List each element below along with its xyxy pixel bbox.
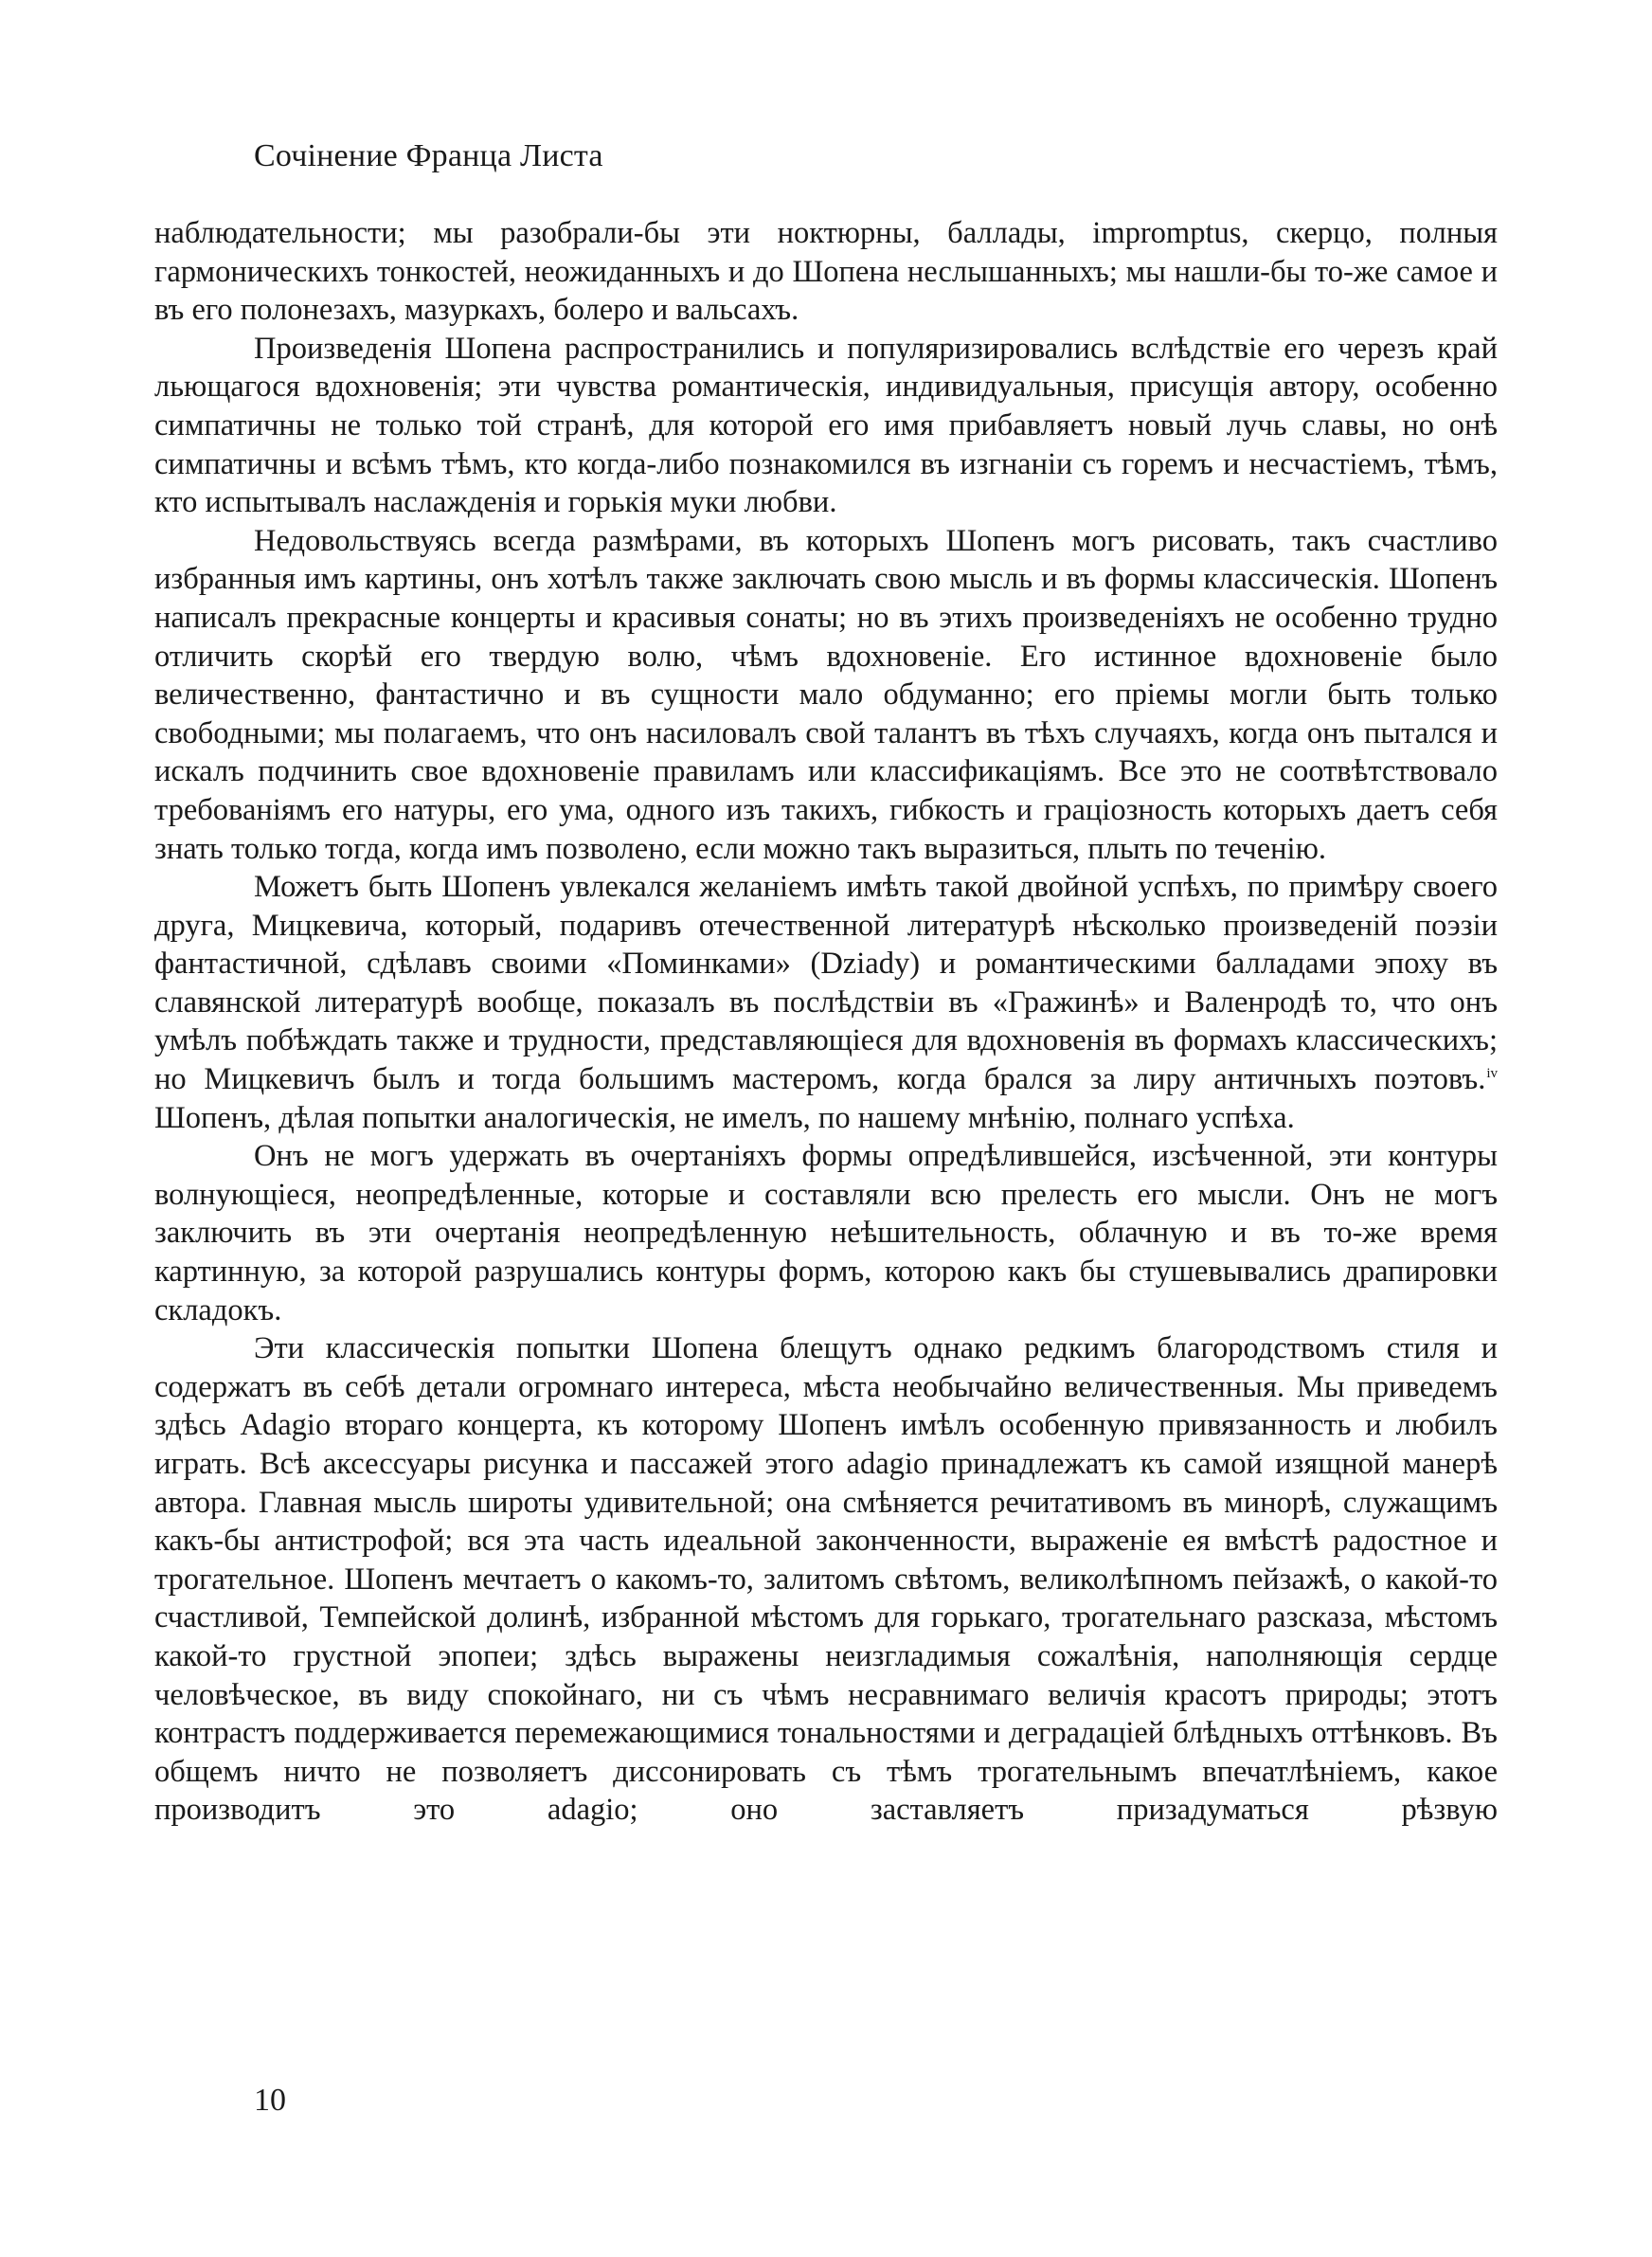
paragraph-4 [154, 868, 1498, 1137]
paragraph-3: Недовольствуясь всегда размѣрами, въ которыхъ Шопенъ могъ рисовать, такъ счастливо избранныя имъ картины, онъ хотѣлъ также заключать свою мысль и въ формы классическiя. Шопенъ написалъ прекрасные концерты и красивыя сонаты; но въ этихъ произведенiяхъ не особенно трудно отличить скорѣй его твердую волю, чѣмъ вдохновенiе. Его истинное вдохновенiе было величественно, фантастично и въ сущности мало обдуманно; его прiемы могли быть только свободными; мы полагаемъ, что онъ насиловалъ свой талантъ въ тѣхъ случаяхъ, когда онъ пытался и искалъ подчинить свое вдохновенiе правиламъ или классификацiямъ. Все это не соотвѣтствовало требованiямъ его натуры, его ума, одного изъ такихъ, гибкость и грацiозность которыхъ даетъ себя знать только тогда, когда имъ позволено, если можно такъ выразиться, плыть по теченiю. [154, 523, 1498, 866]
paragraph-4-text-before-note: Можетъ быть Шопенъ увлекался желанiемъ имѣть такой двойной успѣхъ, по примѣру своего друга, Мицкевича, который, подаривъ отечественной литературѣ нѣсколько произведенiй поэзiи фантастичной, сдѣлавъ своими «Поминками» (Dziady) и романтическими балладами эпоху въ славянской литературѣ вообще, показалъ въ послѣдствiи въ «Гражинѣ» и Валенродѣ то, что онъ умѣлъ побѣждать также и трудности, представляющiеся для вдохновенiя въ формахъ классическихъ; но Мицкевичъ былъ и тогда большимъ мастеромъ, когда брался за лиру античныхъ поэтовъ. [154, 870, 1498, 1097]
paragraph-6: Эти классическiя попытки Шопена блещутъ однако редкимъ благородствомъ стиля и содержатъ въ себѣ детали огромнаго интереса, мѣста необычайно величественныя. Мы приведемъ здѣсь Adagio втораго концерта, къ которому Шопенъ имѣлъ особенную привязанность и любилъ играть. Всѣ аксессуары рисунка и пассажей этого adagio принадлежатъ къ самой изящной манерѣ автора. Главная мысль широты удивительной; она смѣняется речитативомъ въ минорѣ, служащимъ какъ-бы антистрофой; вся эта часть идеальной законченности, выраженiе ея вмѣстѣ радостное и трогательное. Шопенъ мечтаетъ о какомъ-то, залитомъ свѣтомъ, великолѣпномъ пейзажѣ, о какой-то счастливой, Темпейской долинѣ, избранной мѣстомъ для горькаго, трогательнаго разсказа, мѣстомъ какой-то грустной эпопеи; здѣсь выражены неизгладимыя сожалѣнiя, наполняющiя сердце человѣческое, въ виду спокойнаго, ни съ чѣмъ несравнимаго величiя красотъ природы; этотъ контрастъ поддерживается перемежающимися тональностями и деградацiей блѣдныхъ оттѣнковъ. Въ общемъ ничто не позволяетъ диссонировать съ тѣмъ трогательнымъ впечатлѣнiемъ, какое производитъ это adagio; оно заставляетъ призадуматься рѣзвую [154, 1331, 1498, 1828]
paragraph-4-text-after-note: Шопенъ, дѣлая попытки аналогическiя, не имелъ, по нашему мнѣнiю, полнаго успѣха. [154, 1100, 1295, 1135]
running-header-title: Сочiнение Франца Листа [254, 138, 603, 173]
body-text [154, 214, 1498, 1830]
page-number: 10 [254, 2083, 286, 2118]
endnote-marker[interactable]: iv [1486, 1066, 1498, 1082]
paragraph-5: Онъ не могъ удержать въ очертанiяхъ формы опредѣлившейся, изсѣченной, эти контуры волнующiеся, неопредѣленные, которые и составляли всю прелесть его мысли. Онъ не могъ заключить въ эти очертанiя неопредѣленную неѣшительность, облачную и въ то-же время картинную, за которой разрушались контуры формъ, которою какъ бы стушевывались драпировки складокъ. [154, 1139, 1498, 1327]
paragraph-1: наблюдательности; мы разобрали-бы эти ноктюрны, баллады, impromptus, скерцо, полныя гармоническихъ тонкостей, неожиданныхъ и до Шопена неслышанныхъ; мы нашли-бы то-же самое и въ его полонезахъ, мазуркахъ, болеро и вальсахъ. [154, 216, 1498, 328]
paragraph-2: Произведенiя Шопена распространились и популяризировались вслѣдствiе его черезъ край льющагося вдохновенiя; эти чувства романтическiя, индивидуальныя, присущiя автору, особенно симпатичны не только той странѣ, для которой его имя прибавляетъ новый лучь славы, но онѣ симпатичны и всѣмъ тѣмъ, кто когда-либо познакомился въ изгнанiи съ горемъ и несчастiемъ, тѣмъ, кто испытывалъ наслажденiя и горькiя муки любви. [154, 331, 1498, 520]
